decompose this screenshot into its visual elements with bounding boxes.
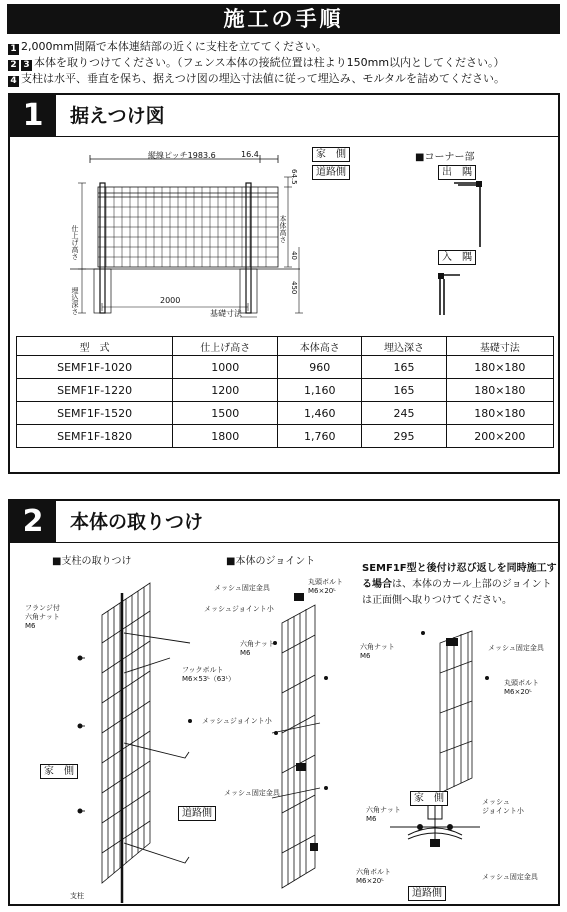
col-finish-height: 仕上げ高さ xyxy=(173,337,278,356)
joint-note xyxy=(362,561,558,609)
spec-table xyxy=(16,336,554,448)
house-side-label: 家 側 xyxy=(312,147,350,162)
base-size-label: 基礎寸法 xyxy=(210,309,242,318)
dim-450: 450 xyxy=(290,281,298,295)
table-cell: 1,460 xyxy=(278,402,362,425)
section-number: 1 xyxy=(10,95,56,137)
embed-depth-label: 埋込深さ xyxy=(71,287,79,315)
col-body-height: 本体高さ xyxy=(278,337,362,356)
table-cell: 1200 xyxy=(173,379,278,402)
house-side-label-2: 家 側 xyxy=(410,791,448,806)
step-text: 2,000mm間隔で本体連結部の近くに支柱を立ててください。 xyxy=(21,40,327,53)
table-cell: 960 xyxy=(278,356,362,379)
table-cell: 1000 xyxy=(173,356,278,379)
mesh-fix-label-2: メッシュ固定金具 xyxy=(224,789,280,797)
corner-in-label: 入 隅 xyxy=(438,250,476,265)
table-cell: 245 xyxy=(362,402,446,425)
section-header xyxy=(10,501,558,543)
mesh-joint-small-label: メッシュジョイント小 xyxy=(204,605,274,613)
post-label: 支柱 xyxy=(70,892,84,900)
section-title: 本体の取りつけ xyxy=(70,511,204,533)
table-cell: 1500 xyxy=(173,402,278,425)
body-height-label: 本体高さ xyxy=(279,215,287,243)
step-text: 本体を取りつけてください。（フェンス本体の接続位置は柱より150mm以内としてください。） xyxy=(34,56,505,69)
step-4 xyxy=(8,71,560,87)
post-mounting-title: ■支柱の取りつけ xyxy=(52,556,132,567)
dim-64-5: 64.5 xyxy=(290,169,298,185)
step-number: 2 xyxy=(8,60,19,71)
step-number: 4 xyxy=(8,76,19,87)
mesh-fix-label: メッシュ固定金具 xyxy=(214,584,270,592)
joint-note-text: は、本体のカール上部のジョイントは正面側へ取りつけてください。 xyxy=(362,579,552,606)
table-cell: 180×180 xyxy=(446,356,553,379)
col-embed-depth: 埋込深さ xyxy=(362,337,446,356)
table-cell: SEMF1F-1520 xyxy=(17,402,173,425)
page-title: 施工の手順 xyxy=(7,4,560,34)
round-bolt-label: 丸頭ボルト M6×20ᴸ xyxy=(308,578,343,595)
table-cell: 165 xyxy=(362,379,446,402)
dim-16-4: 16.4 xyxy=(241,150,259,159)
col-base-size: 基礎寸法 xyxy=(446,337,553,356)
road-side-label: 道路側 xyxy=(178,806,216,821)
table-cell: SEMF1F-1820 xyxy=(17,425,173,448)
joint-note-bold: SEMF1F型と後付け忍び返しを同時施工する場合 xyxy=(362,563,557,590)
hook-bolt-label: フックボルト M6×53ᴸ（63ᴸ） xyxy=(182,666,236,683)
dim-40: 40 xyxy=(290,251,298,260)
table-cell: 1,760 xyxy=(278,425,362,448)
table-cell: 165 xyxy=(362,356,446,379)
house-side-label: 家 側 xyxy=(40,764,78,779)
table-header-row xyxy=(17,337,554,356)
dim-2000: 2000 xyxy=(160,296,181,305)
road-side-label-2: 道路側 xyxy=(408,886,446,901)
table-row xyxy=(17,425,554,448)
hex-bolt-label: 六角ボルト M6×20ᴸ xyxy=(356,868,391,885)
col-model: 型 式 xyxy=(17,337,173,356)
table-cell: 180×180 xyxy=(446,379,553,402)
flange-nut-label: フランジ付 六角ナット M6 xyxy=(25,604,60,630)
corner-title: ■コーナー部 xyxy=(415,152,475,163)
table-cell: 1800 xyxy=(173,425,278,448)
corner-out-label: 出 隅 xyxy=(438,165,476,180)
installation-drawing-section xyxy=(8,93,560,474)
finish-height-label: 仕上げ高さ xyxy=(71,225,79,260)
hex-nut-label-3: 六角ナット M6 xyxy=(366,806,401,823)
steps-list xyxy=(8,39,560,87)
pitch-label: 縦線ピッチ1983.6 xyxy=(148,151,216,160)
table-row xyxy=(17,356,554,379)
table-cell: 295 xyxy=(362,425,446,448)
table-cell: 1,160 xyxy=(278,379,362,402)
table-cell: SEMF1F-1020 xyxy=(17,356,173,379)
step-number: 1 xyxy=(8,44,19,55)
mesh-joint-small-label-2: メッシュジョイント小 xyxy=(202,717,272,725)
step-number: 3 xyxy=(21,60,32,71)
road-side-label: 道路側 xyxy=(312,165,350,180)
section-number: 2 xyxy=(10,501,56,543)
section-title: 据えつけ図 xyxy=(70,105,165,127)
table-cell: 200×200 xyxy=(446,425,553,448)
step-1 xyxy=(8,39,560,55)
body-mounting-section xyxy=(8,499,560,906)
table-cell: SEMF1F-1220 xyxy=(17,379,173,402)
step-text: 支柱は水平、垂直を保ち、据えつけ図の埋込寸法値に従って埋込み、モルタルを詰めてください。 xyxy=(21,72,505,85)
section-header xyxy=(10,95,558,137)
mesh-joint-small-label-3: メッシュ ジョイント小 xyxy=(482,798,524,815)
hex-nut-label-2: 六角ナット M6 xyxy=(360,643,395,660)
table-row xyxy=(17,379,554,402)
step-2-3 xyxy=(8,55,560,71)
round-bolt-label-2: 丸頭ボルト M6×20ᴸ xyxy=(504,679,539,696)
mesh-fix-label-3: メッシュ固定金具 xyxy=(488,644,544,652)
body-joint-title: ■本体のジョイント xyxy=(226,556,316,567)
table-cell: 180×180 xyxy=(446,402,553,425)
mesh-fix-label-4: メッシュ固定金具 xyxy=(482,873,538,881)
hex-nut-label: 六角ナット M6 xyxy=(240,640,275,657)
table-row xyxy=(17,402,554,425)
